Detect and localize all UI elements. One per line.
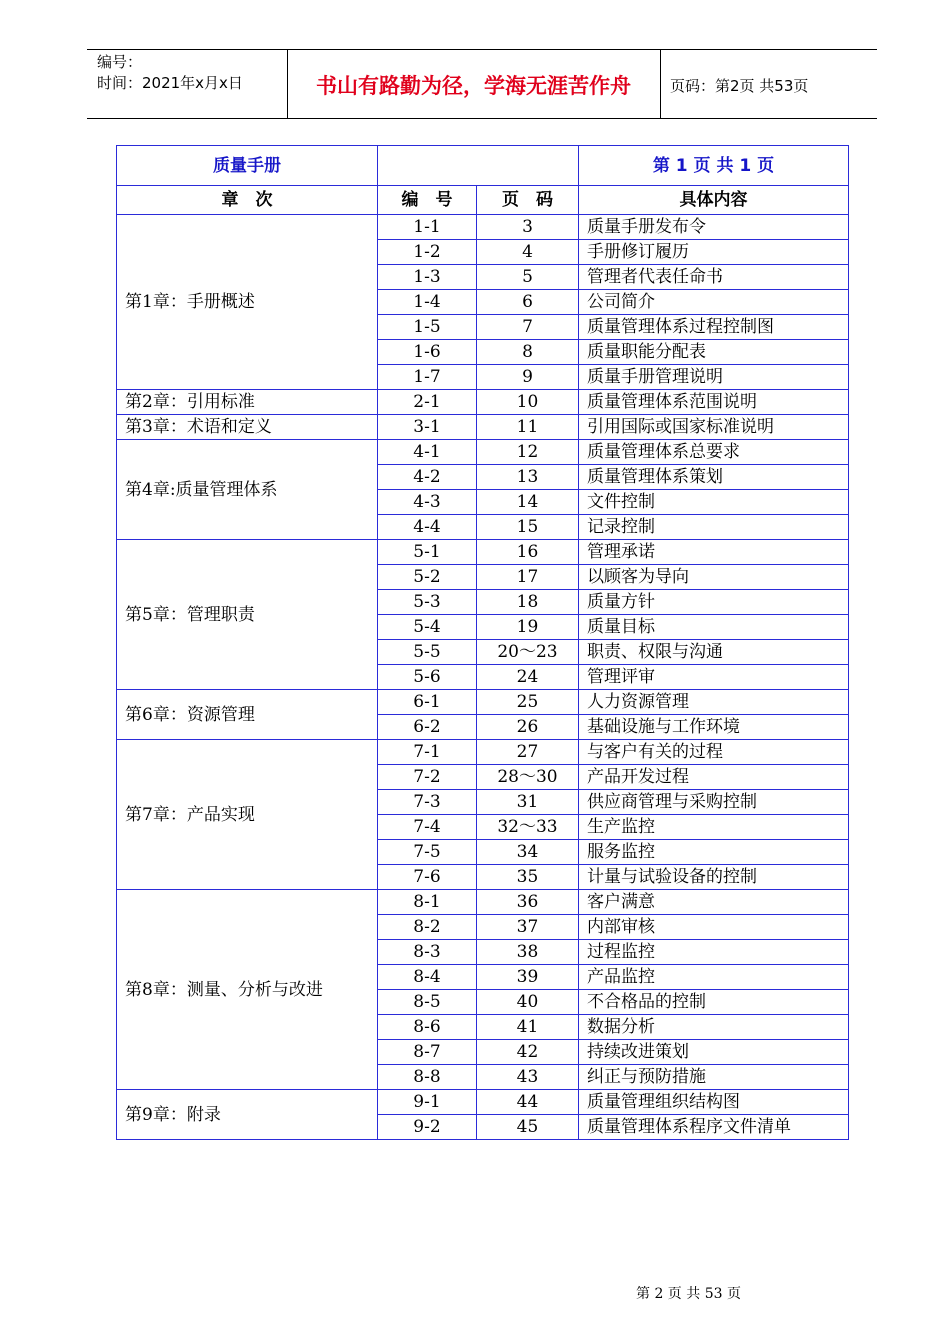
section-number: 7-3	[378, 790, 477, 815]
page-number: 5	[477, 265, 579, 290]
section-content: 质量手册发布令	[579, 215, 849, 240]
section-number: 1-7	[378, 365, 477, 390]
section-content: 产品监控	[579, 965, 849, 990]
page-number: 11	[477, 415, 579, 440]
section-number: 8-3	[378, 940, 477, 965]
section-content: 计量与试验设备的控制	[579, 865, 849, 890]
section-content: 数据分析	[579, 1015, 849, 1040]
section-content: 管理者代表任命书	[579, 265, 849, 290]
section-content: 供应商管理与采购控制	[579, 790, 849, 815]
page-number: 4	[477, 240, 579, 265]
section-content: 质量管理组织结构图	[579, 1090, 849, 1115]
section-content: 质量管理体系范围说明	[579, 390, 849, 415]
page-number: 26	[477, 715, 579, 740]
page-number: 17	[477, 565, 579, 590]
page-number: 42	[477, 1040, 579, 1065]
chapter-cell: 第4章:质量管理体系	[117, 440, 378, 540]
chapter-cell: 第9章：附录	[117, 1090, 378, 1140]
chapter-cell: 第5章：管理职责	[117, 540, 378, 690]
section-number: 2-1	[378, 390, 477, 415]
title-blank-cell	[378, 146, 579, 186]
page-number: 19	[477, 615, 579, 640]
page-number: 7	[477, 315, 579, 340]
chapter-cell: 第8章：测量、分析与改进	[117, 890, 378, 1090]
section-content: 以顾客为导向	[579, 565, 849, 590]
page-number: 40	[477, 990, 579, 1015]
section-number: 5-2	[378, 565, 477, 590]
section-content: 公司简介	[579, 290, 849, 315]
table-page-count: 第 1 页 共 1 页	[579, 146, 849, 186]
section-content: 质量管理体系策划	[579, 465, 849, 490]
section-number: 5-6	[378, 665, 477, 690]
section-number: 8-6	[378, 1015, 477, 1040]
table-row	[117, 540, 849, 565]
section-content: 质量目标	[579, 615, 849, 640]
section-content: 持续改进策划	[579, 1040, 849, 1065]
page-number: 24	[477, 665, 579, 690]
section-content: 内部审核	[579, 915, 849, 940]
section-number: 7-1	[378, 740, 477, 765]
section-content: 纠正与预防措施	[579, 1065, 849, 1090]
page-footer: 第 2 页 共 53 页	[636, 1286, 741, 1302]
section-content: 引用国际或国家标准说明	[579, 415, 849, 440]
table-row	[117, 440, 849, 465]
section-content: 基础设施与工作环境	[579, 715, 849, 740]
header-chapter: 章 次	[117, 186, 378, 215]
section-number: 4-3	[378, 490, 477, 515]
section-number: 5-3	[378, 590, 477, 615]
section-content: 与客户有关的过程	[579, 740, 849, 765]
table-row	[117, 390, 849, 415]
page-number: 45	[477, 1115, 579, 1140]
section-number: 1-5	[378, 315, 477, 340]
chapter-cell: 第2章：引用标准	[117, 390, 378, 415]
page-number: 10	[477, 390, 579, 415]
section-number: 8-7	[378, 1040, 477, 1065]
page-number: 41	[477, 1015, 579, 1040]
section-number: 8-2	[378, 915, 477, 940]
table-of-contents	[116, 145, 849, 1140]
section-number: 4-4	[378, 515, 477, 540]
section-content: 质量管理体系总要求	[579, 440, 849, 465]
section-number: 7-5	[378, 840, 477, 865]
page-number: 3	[477, 215, 579, 240]
section-content: 人力资源管理	[579, 690, 849, 715]
section-number: 9-2	[378, 1115, 477, 1140]
chapter-cell: 第7章：产品实现	[117, 740, 378, 890]
section-number: 7-4	[378, 815, 477, 840]
page-number: 44	[477, 1090, 579, 1115]
page-number: 31	[477, 790, 579, 815]
table-row	[117, 690, 849, 715]
document-number-label: 编号：	[97, 53, 143, 71]
section-content: 管理评审	[579, 665, 849, 690]
table-row	[117, 415, 849, 440]
table-row	[117, 740, 849, 765]
section-number: 1-2	[378, 240, 477, 265]
section-number: 1-6	[378, 340, 477, 365]
table-row	[117, 1090, 849, 1115]
section-number: 5-1	[378, 540, 477, 565]
section-content: 客户满意	[579, 890, 849, 915]
section-content: 产品开发过程	[579, 765, 849, 790]
section-content: 不合格品的控制	[579, 990, 849, 1015]
section-number: 3-1	[378, 415, 477, 440]
header-content: 具体内容	[579, 186, 849, 215]
table-row	[117, 215, 849, 240]
section-number: 1-4	[378, 290, 477, 315]
document-time-label: 时间：2021年x月x日	[97, 74, 243, 92]
page-number: 32～33	[477, 815, 579, 840]
section-content: 职责、权限与沟通	[579, 640, 849, 665]
section-number: 8-8	[378, 1065, 477, 1090]
section-content: 管理承诺	[579, 540, 849, 565]
page-number: 34	[477, 840, 579, 865]
page-header	[87, 49, 877, 119]
header-page: 页 码	[477, 186, 579, 215]
section-number: 8-4	[378, 965, 477, 990]
section-content: 生产监控	[579, 815, 849, 840]
page-number: 15	[477, 515, 579, 540]
section-content: 手册修订履历	[579, 240, 849, 265]
page-number: 13	[477, 465, 579, 490]
page-number: 25	[477, 690, 579, 715]
chapter-cell: 第3章：术语和定义	[117, 415, 378, 440]
section-content: 质量职能分配表	[579, 340, 849, 365]
header-slogan: 书山有路勤为径，学海无涯苦作舟	[316, 74, 631, 98]
page-number: 20～23	[477, 640, 579, 665]
section-content: 质量手册管理说明	[579, 365, 849, 390]
page-number: 12	[477, 440, 579, 465]
page-number: 39	[477, 965, 579, 990]
section-content: 过程监控	[579, 940, 849, 965]
chapter-cell: 第1章：手册概述	[117, 215, 378, 390]
section-content: 质量管理体系过程控制图	[579, 315, 849, 340]
page-number: 27	[477, 740, 579, 765]
table-row	[117, 890, 849, 915]
section-number: 1-1	[378, 215, 477, 240]
section-number: 6-2	[378, 715, 477, 740]
page-number: 9	[477, 365, 579, 390]
page-number: 38	[477, 940, 579, 965]
section-content: 文件控制	[579, 490, 849, 515]
section-number: 5-4	[378, 615, 477, 640]
page-number: 28～30	[477, 765, 579, 790]
section-number: 8-5	[378, 990, 477, 1015]
page-number: 37	[477, 915, 579, 940]
section-number: 4-2	[378, 465, 477, 490]
section-number: 8-1	[378, 890, 477, 915]
header-page-info: 页码：第2页 共53页	[670, 77, 809, 95]
chapter-cell: 第6章：资源管理	[117, 690, 378, 740]
header-meta	[97, 52, 287, 94]
page-number: 36	[477, 890, 579, 915]
page-number: 43	[477, 1065, 579, 1090]
header-divider	[660, 50, 661, 118]
table-header-row	[117, 186, 849, 215]
section-number: 7-6	[378, 865, 477, 890]
header-number: 编 号	[378, 186, 477, 215]
section-number: 7-2	[378, 765, 477, 790]
section-number: 1-3	[378, 265, 477, 290]
section-number: 4-1	[378, 440, 477, 465]
manual-title: 质量手册	[117, 146, 378, 186]
section-content: 质量方针	[579, 590, 849, 615]
page-number: 14	[477, 490, 579, 515]
page-number: 18	[477, 590, 579, 615]
page-number: 16	[477, 540, 579, 565]
section-number: 9-1	[378, 1090, 477, 1115]
section-number: 6-1	[378, 690, 477, 715]
table-title-row	[117, 146, 849, 186]
section-number: 5-5	[378, 640, 477, 665]
section-content: 质量管理体系程序文件清单	[579, 1115, 849, 1140]
section-content: 服务监控	[579, 840, 849, 865]
page-number: 8	[477, 340, 579, 365]
section-content: 记录控制	[579, 515, 849, 540]
page-number: 6	[477, 290, 579, 315]
page-number: 35	[477, 865, 579, 890]
